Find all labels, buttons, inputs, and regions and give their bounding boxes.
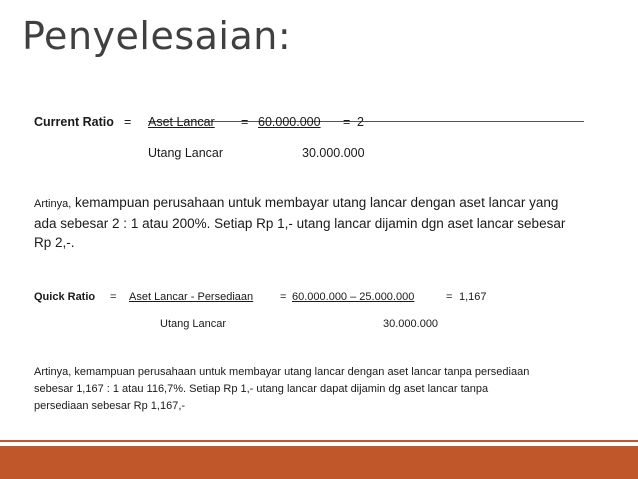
- current-ratio-denominator-label: Utang Lancar: [148, 146, 224, 160]
- quick-ratio-eq3: =: [446, 291, 453, 303]
- footer-accent-bar: [0, 446, 638, 479]
- quick-ratio-result: 1,167: [459, 291, 487, 303]
- paragraph-quick-ratio: [34, 364, 529, 415]
- paragraph2-line2: sebesar 1,167 : 1 atau 116,7%. Setiap Rp 1,- utang lancar dapat dijamin dg aset lancar tanpa: [34, 383, 489, 395]
- footer-accent-line: [0, 440, 638, 442]
- paragraph2-line1: Artinya, kemampuan perusahaan untuk membayar utang lancar dengan aset lancar tanpa persediaan: [34, 366, 530, 378]
- quick-ratio-label: Quick Ratio: [34, 291, 96, 303]
- paragraph2-line3: persediaan sebesar Rp 1,167,-: [34, 400, 186, 412]
- current-ratio-denominator-value: 30.000.000: [302, 146, 365, 160]
- current-ratio-numerator-label: Aset Lancar: [148, 115, 215, 129]
- paragraph1-lead: Artinya,: [34, 198, 72, 210]
- quick-ratio-eq1: =: [110, 291, 117, 303]
- paragraph1-line1: kemampuan perusahaan untuk membayar utang lancar dengan aset lancar yang: [71, 195, 559, 210]
- quick-ratio-denominator-value: 30.000.000: [383, 318, 439, 330]
- current-ratio-eq2: =: [241, 115, 249, 129]
- quick-ratio-numerator-value: 60.000.000 – 25.000.000: [292, 291, 415, 303]
- current-ratio-numerator-value: 60.000.000: [258, 115, 321, 129]
- paragraph1-line2: ada sebesar 2 : 1 atau 200%. Setiap Rp 1,- utang lancar dijamin dgn aset lancar sebesar: [34, 216, 566, 231]
- current-ratio-result: 2: [357, 115, 364, 129]
- page-title: Penyelesaian:: [22, 14, 292, 58]
- quick-ratio-eq2: =: [280, 291, 287, 303]
- quick-ratio-numerator-label: Aset Lancar - Persediaan: [129, 291, 254, 303]
- paragraph-current-ratio: [34, 193, 565, 252]
- current-ratio-label: Current Ratio: [34, 115, 114, 129]
- current-ratio-eq3: =: [343, 115, 351, 129]
- current-ratio-eq1: =: [124, 115, 132, 129]
- paragraph1-line3: Rp 2,-.: [34, 235, 75, 250]
- quick-ratio-denominator-label: Utang Lancar: [160, 318, 227, 330]
